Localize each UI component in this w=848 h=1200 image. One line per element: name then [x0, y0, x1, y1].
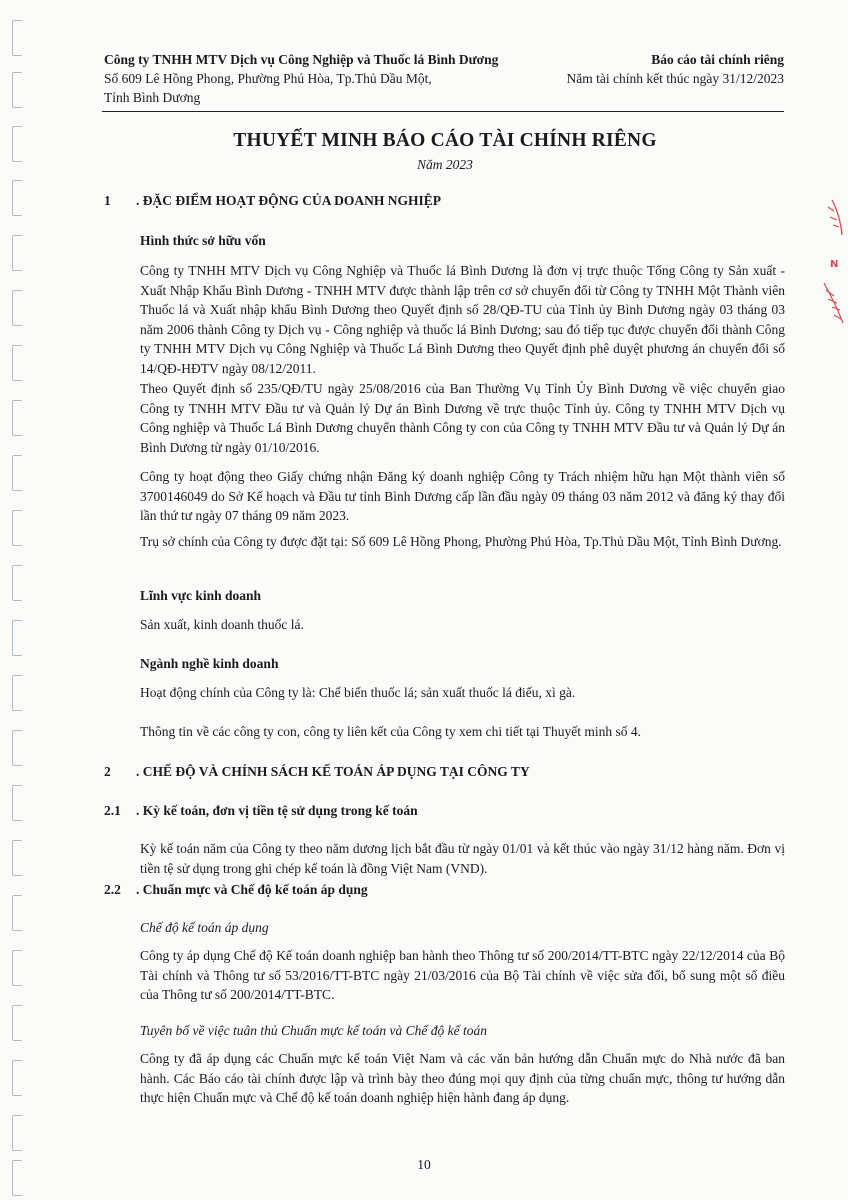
binder-mark	[12, 730, 22, 766]
binder-mark	[12, 455, 22, 491]
company-header	[104, 50, 498, 107]
section-1-heading	[104, 193, 441, 209]
compliance-paragraph: Công ty đã áp dụng các Chuẩn mực kế toán Việt Nam và các văn bản hướng dẫn Chuẩn mực do Nhà nước đã ban hành. Các Báo cáo tài chính được lập và trình bày theo đúng mọi quy định của từng chuẩn mực, thông tư hướng dẫn thực hiện Chuẩn mực và Chế độ kế toán doanh nghiệp hiện hành đang áp dụng.	[140, 1051, 785, 1105]
industry-text: Hoạt động chính của Công ty là: Chế biến thuốc lá; sản xuất thuốc lá điếu, xì gà.	[140, 685, 576, 700]
accounting-period-paragraph: Kỳ kế toán năm của Công ty theo năm dương lịch bắt đầu từ ngày 01/01 và kết thúc vào ngày 31/12 hàng năm. Đơn vị tiền tệ sử dụng trong ghi chép kế toán là đồng Việt Nam (VND).	[140, 841, 785, 876]
section-number: 1	[104, 193, 111, 208]
report-header	[567, 50, 784, 88]
binder-mark	[12, 620, 22, 656]
binder-mark	[12, 565, 22, 601]
binder-mark	[12, 345, 22, 381]
binder-mark	[12, 235, 22, 271]
binder-mark	[12, 950, 22, 986]
section-2-heading	[104, 764, 530, 780]
document-title: THUYẾT MINH BÁO CÁO TÀI CHÍNH RIÊNG	[233, 130, 657, 151]
binder-mark	[12, 290, 22, 326]
binder-mark	[12, 126, 22, 162]
ownership-paragraph-1: Công ty TNHH MTV Dịch vụ Công Nghiệp và Thuốc lá Bình Dương là đơn vị trực thuộc Tổng Công ty Sản xuất - Xuất Nhập Khẩu Bình Dương - TNHH MTV được thành lập trên cơ sở chuyển đổi từ Công ty TNHH Một Thành viên Thuốc lá và Xuất nhập khẩu Bình Dương theo Quyết định số 28/QĐ-TU của Tỉnh ủy Bình Dương ngày 03 tháng 03 năm 2006 thành Công ty Dịch vụ - Công nghiệp và thuốc lá Bình Dương; sau đó tiếp tục được chuyển đổi thành Công ty TNHH MTV Dịch vụ Công Nghiệp và Thuốc Lá Bình Dương theo Quyết định phê duyệt phương án chuyển đổi số 14/QĐ-HĐTV ngày 08/12/2011.	[140, 263, 785, 376]
section-title: . Kỳ kế toán, đơn vị tiền tệ sử dụng trong kế toán	[136, 803, 418, 818]
ownership-paragraph-2: Theo Quyết định số 235/QĐ/TU ngày 25/08/2016 của Ban Thường Vụ Tỉnh Ủy Bình Dương về việc chuyển giao Công ty TNHH MTV Đầu tư và Quản lý Dự án Bình Dương về trực thuộc Tỉnh ủy. Công ty TNHH MTV Dịch vụ Công nghiệp và Thuốc Lá Bình Dương chuyển thành Công ty con của Công ty TNHH MTV Đầu tư và Quản lý Dự án Bình Dương từ ngày 01/10/2016.	[140, 381, 785, 455]
subsidiary-info-text: Thông tin về các công ty con, công ty liên kết của Công ty xem chi tiết tại Thuyết minh số 4.	[140, 724, 642, 739]
section-title: . CHẾ ĐỘ VÀ CHÍNH SÁCH KẾ TOÁN ÁP DỤNG TẠI CÔNG TY	[136, 764, 530, 779]
binder-mark	[12, 785, 22, 821]
binder-mark	[12, 72, 22, 108]
ownership-paragraph-3: Công ty hoạt động theo Giấy chứng nhận Đăng ký doanh nghiệp Công ty Trách nhiệm hữu hạn Một thành viên số 3700146049 do Sở Kế hoạch và Đầu tư tỉnh Bình Dương cấp lần đầu ngày 09 tháng 03 năm 2012 và đăng ký thay đổi lần thứ tư ngày 07 tháng 09 năm 2023.	[140, 469, 785, 523]
red-stamp-fragment	[814, 195, 844, 325]
document-year: Năm 2023	[417, 157, 473, 172]
binder-mark	[12, 1005, 22, 1041]
binder-margin	[6, 0, 32, 1200]
binder-mark	[12, 895, 22, 931]
accounting-regime-heading: Chế độ kế toán áp dụng	[140, 920, 269, 935]
section-number: 2.2	[104, 882, 121, 897]
binder-mark	[12, 180, 22, 216]
ownership-heading: Hình thức sở hữu vốn	[140, 233, 266, 248]
compliance-heading: Tuyên bố về việc tuân thủ Chuẩn mực kế toán và Chế độ kế toán	[140, 1023, 488, 1038]
head-office-paragraph: Trụ sở chính của Công ty được đặt tại: Số 609 Lê Hồng Phong, Phường Phú Hòa, Tp.Thủ Dầu Một, Tỉnh Bình Dương.	[140, 534, 782, 549]
report-title: Báo cáo tài chính riêng	[651, 52, 784, 67]
fiscal-year: Năm tài chính kết thúc ngày 31/12/2023	[566, 71, 784, 86]
binder-mark	[12, 675, 22, 711]
page-number: 10	[417, 1157, 431, 1172]
company-address-line1: Số 609 Lê Hồng Phong, Phường Phú Hòa, Tp.Thủ Dầu Một,	[104, 71, 432, 86]
section-number: 2.1	[104, 803, 121, 818]
company-address-line2: Tỉnh Bình Dương	[104, 90, 201, 105]
binder-mark	[12, 510, 22, 546]
section-2-1-heading	[104, 803, 418, 819]
section-2-2-heading	[104, 882, 368, 898]
industry-heading: Ngành nghề kinh doanh	[140, 656, 279, 671]
binder-mark	[12, 840, 22, 876]
binder-mark	[12, 1115, 22, 1151]
company-name: Công ty TNHH MTV Dịch vụ Công Nghiệp và Thuốc lá Bình Dương	[104, 52, 499, 67]
binder-mark	[12, 1060, 22, 1096]
svg-text:N: N	[830, 259, 839, 270]
binder-mark	[12, 20, 22, 56]
header-divider	[102, 111, 784, 112]
section-title: . Chuẩn mực và Chế độ kế toán áp dụng	[136, 882, 368, 897]
section-number: 2	[104, 764, 111, 779]
binder-mark	[12, 400, 22, 436]
section-title: . ĐẶC ĐIỂM HOẠT ĐỘNG CỦA DOANH NGHIỆP	[136, 193, 442, 208]
business-field-heading: Lĩnh vực kinh doanh	[140, 588, 262, 603]
accounting-regime-paragraph: Công ty áp dụng Chế độ Kế toán doanh nghiệp ban hành theo Thông tư số 200/2014/TT-BTC ngày 22/12/2014 của Bộ Tài chính và Thông tư số 53/2016/TT-BTC ngày 21/03/2016 của Bộ Tài chính về việc sửa đổi, bổ sung một số điều của Thông tư số 200/2014/TT-BTC.	[140, 948, 785, 1002]
business-field-text: Sản xuất, kinh doanh thuốc lá.	[140, 617, 304, 632]
